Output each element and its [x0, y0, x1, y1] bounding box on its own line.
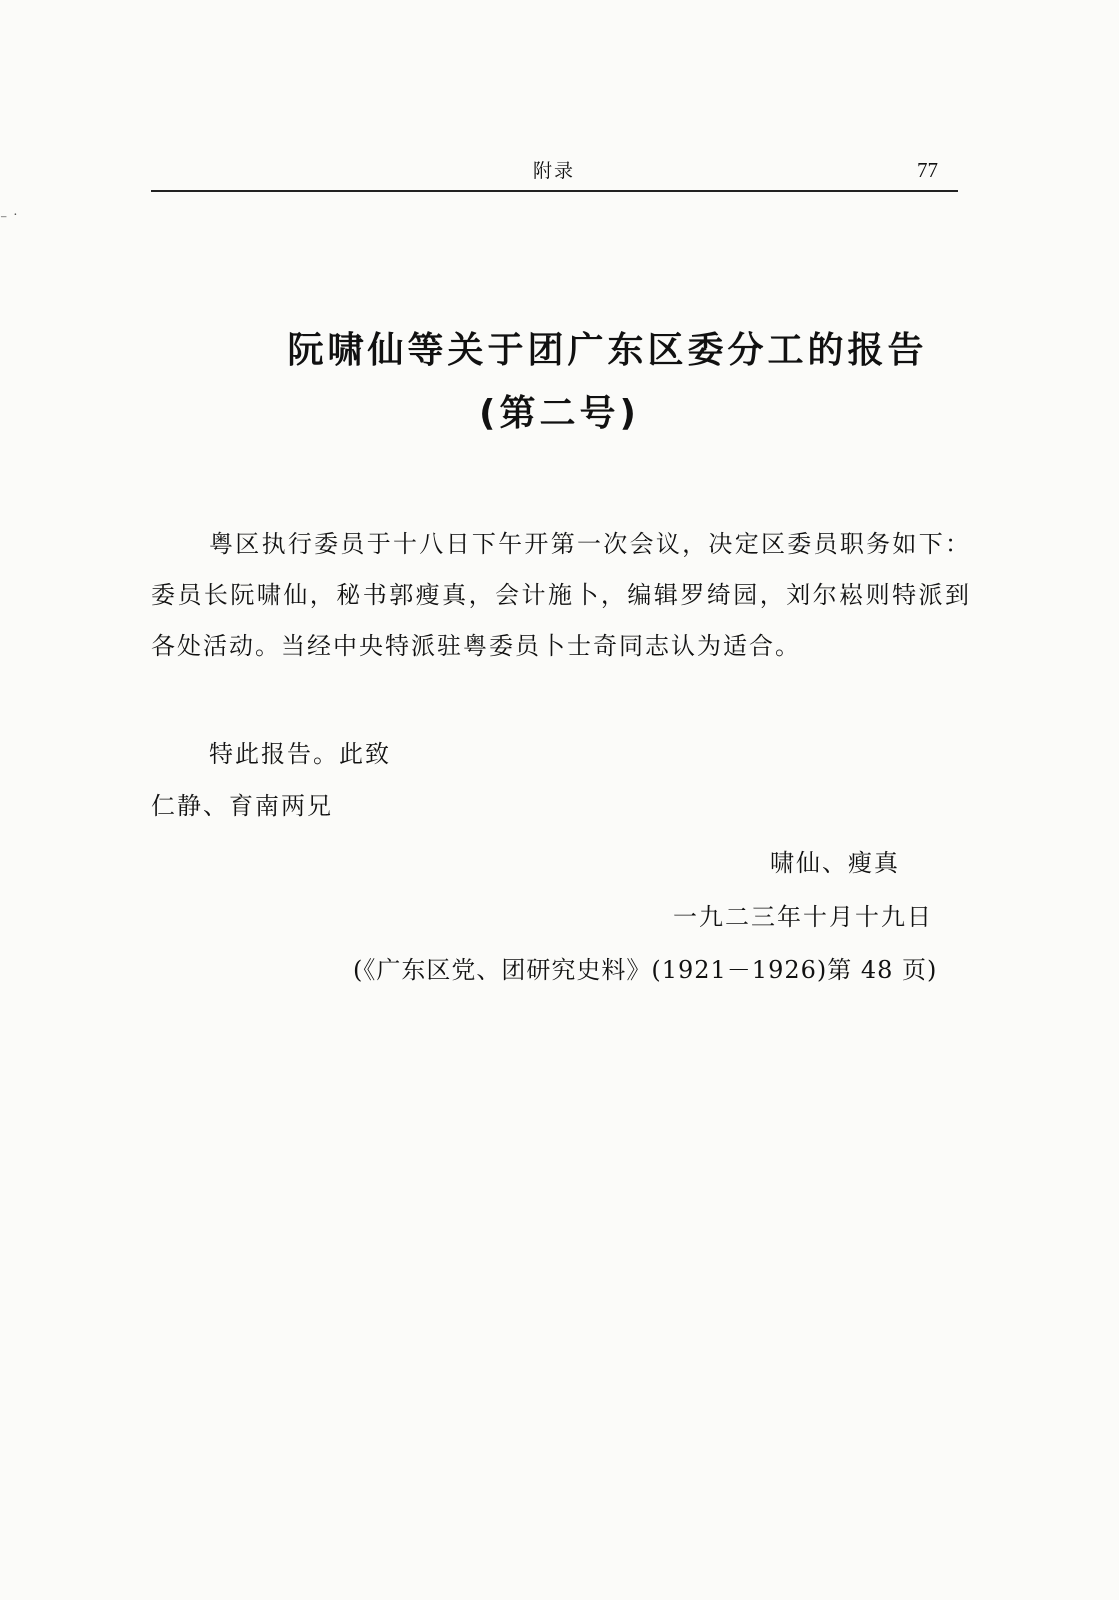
document-title: 阮啸仙等关于团广东区委分工的报告 — [287, 330, 928, 371]
header-rule — [151, 190, 958, 192]
recipients: 仁静、育南两兄 — [151, 792, 333, 820]
running-header-section: 附录 — [533, 160, 576, 182]
scan-edge-mark: ⁻ ˙ — [0, 212, 19, 228]
signers: 啸仙、瘦真 — [770, 849, 900, 877]
letter-date: 一九二三年十月十九日 — [673, 903, 933, 931]
source-citation: (《广东区党、团研究史料》(1921－1926)第 48 页) — [353, 956, 938, 984]
document-subtitle: (第二号) — [479, 393, 640, 434]
page-number: 77 — [917, 158, 938, 182]
closing-phrase: 特此报告。此致 — [209, 740, 391, 768]
body-paragraph: 粤区执行委员于十八日下午开第一次会议，决定区委员职务如下：委员长阮啸仙，秘书郭瘦真，会计施卜，编辑罗绮园，刘尔崧则特派到各处活动。当经中央特派驻粤委员卜士奇同志认为适合。 — [151, 530, 971, 660]
